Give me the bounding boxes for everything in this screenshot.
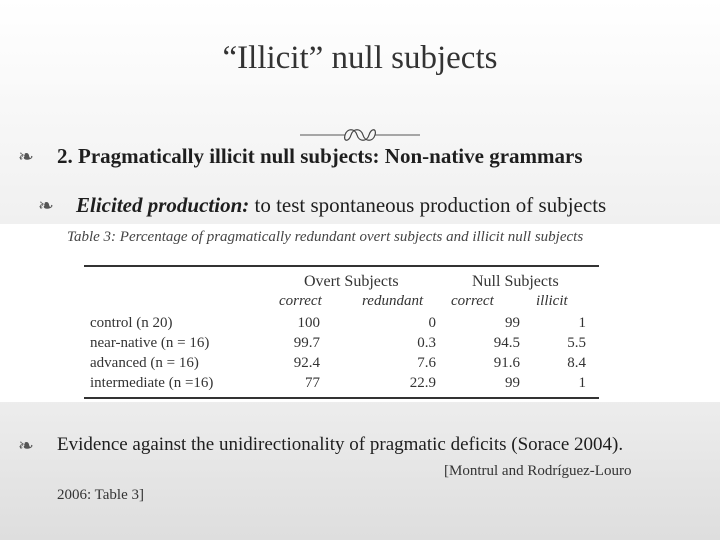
table-cell: 22.9 <box>409 375 436 391</box>
table-cell: 1 <box>578 315 586 331</box>
bullet-point-2 <box>76 193 606 218</box>
table-cell: 99 <box>505 375 520 391</box>
flourish-divider-icon <box>295 125 425 145</box>
table-cell: 91.6 <box>493 355 520 371</box>
group-header-null: Null Subjects <box>472 273 559 290</box>
table-cell: 99.7 <box>293 335 320 351</box>
table-cell: 1 <box>578 375 586 391</box>
table-cell: 77 <box>305 375 320 391</box>
table-row-label: intermediate (n =16) <box>90 375 214 391</box>
table-cell: 100 <box>297 315 320 331</box>
table-caption: Table 3: Percentage of pragmatically redundant overt subjects and illicit null subjects <box>67 229 584 245</box>
table-cell: 94.5 <box>493 335 520 351</box>
table-row-label: advanced (n = 16) <box>90 355 199 371</box>
bullet-icon: ❧ <box>18 146 34 168</box>
citation-line-2: 2006: Table 3] <box>57 487 144 503</box>
table-cell: 0 <box>428 315 436 331</box>
citation-line-1: [Montrul and Rodríguez-Louro <box>444 463 632 479</box>
bullet-point-3: Evidence against the unidirectionality of pragmatic deficits (Sorace 2004). <box>57 434 624 455</box>
table-cell: 7.6 <box>417 355 436 371</box>
slide-title: “Illicit” null subjects <box>222 40 498 76</box>
top-background <box>0 0 720 225</box>
group-header-overt: Overt Subjects <box>304 273 399 290</box>
bullet-icon: ❧ <box>18 435 34 457</box>
table-row-label: near-native (n = 16) <box>90 335 210 351</box>
table-cell: 8.4 <box>567 355 586 371</box>
bullet-point-1: 2. Pragmatically illicit null subjects: Non-native grammars <box>57 144 583 168</box>
table-cell: 99 <box>505 315 520 331</box>
table-row-label: control (n 20) <box>90 315 173 331</box>
sub-header-null-illicit: illicit <box>536 293 568 309</box>
bullet-point-2-emphasis: Elicited production: <box>76 193 250 217</box>
data-table <box>84 265 599 399</box>
sub-header-overt-redundant: redundant <box>362 293 424 309</box>
sub-header-null-correct: correct <box>451 293 494 309</box>
sub-header-overt-correct: correct <box>279 293 322 309</box>
table-cell: 0.3 <box>417 335 436 351</box>
table-cell: 5.5 <box>567 335 586 351</box>
bullet-icon: ❧ <box>38 195 54 217</box>
bullet-point-2-text: to test spontaneous production of subjects <box>249 193 607 217</box>
table-cell: 92.4 <box>293 355 320 371</box>
